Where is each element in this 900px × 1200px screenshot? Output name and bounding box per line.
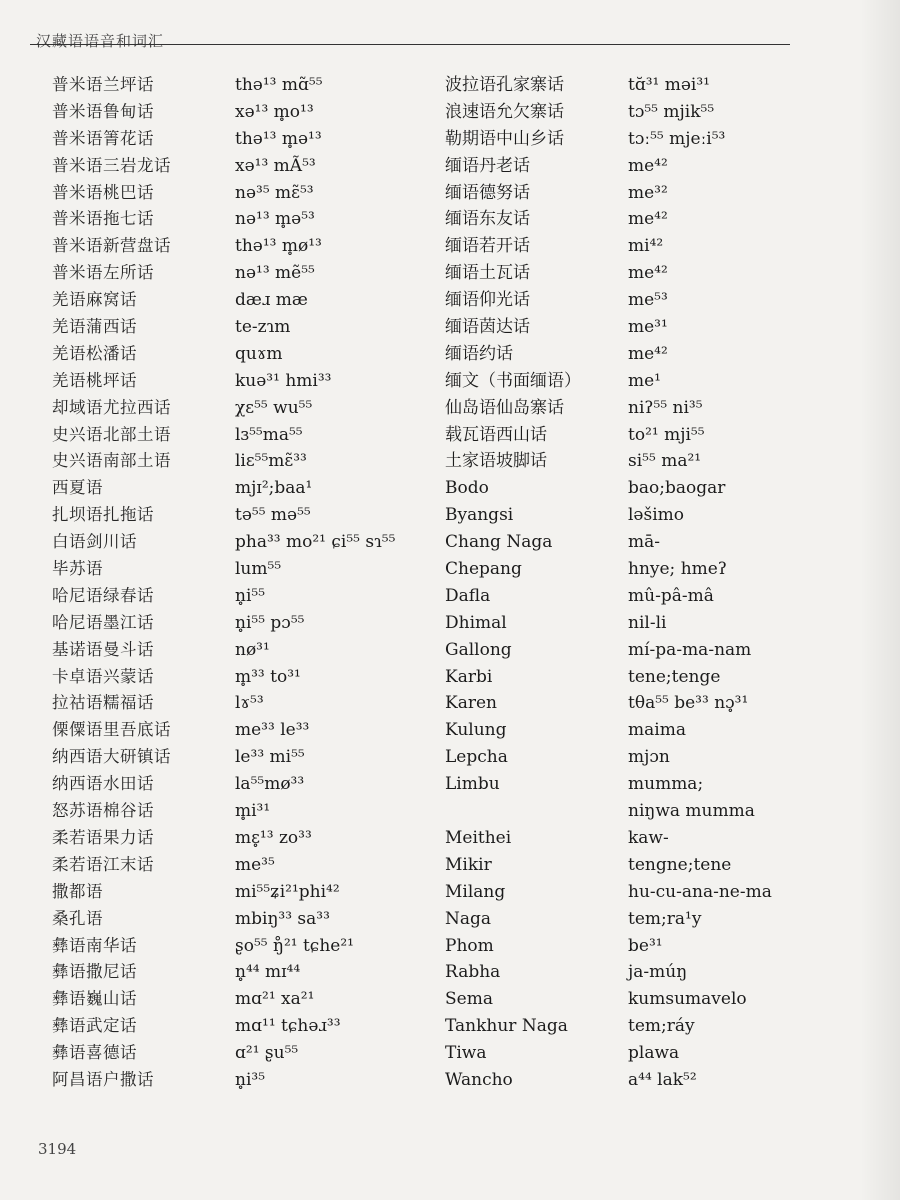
language-name: 浪速语允欠寨话 — [445, 101, 564, 122]
language-name: 缅语茵达话 — [445, 317, 530, 338]
word-form: hu-cu-ana-ne-ma — [628, 881, 772, 902]
word-form: nə³⁵ mɛ̃⁵³ — [235, 182, 314, 203]
language-name: Chepang — [445, 559, 522, 580]
language-name: 彝语喜德话 — [52, 1043, 137, 1063]
language-name: 彝语南华话 — [52, 935, 137, 955]
language-name: 羌语松潘话 — [52, 343, 137, 363]
language-name: Rabha — [445, 962, 501, 983]
language-name: 纳西语大研镇话 — [52, 747, 171, 767]
language-name: 阿昌语户撒话 — [52, 1069, 154, 1089]
word-form: bao;baogar — [628, 478, 726, 499]
language-name: 载瓦语西山话 — [445, 424, 547, 445]
language-name: Karbi — [445, 666, 493, 687]
word-form: me³² — [628, 182, 668, 203]
word-form: te-zɿm — [235, 317, 291, 338]
word-form: maima — [628, 720, 686, 741]
word-form: nø³¹ — [235, 639, 270, 660]
word-form: nə¹³ mẽ⁵⁵ — [235, 263, 315, 284]
left-language-column — [52, 72, 227, 1094]
language-name: 普米语三岩龙话 — [52, 155, 171, 175]
language-name: 羌语蒲西话 — [52, 317, 137, 337]
language-name: 缅语土瓦话 — [445, 263, 530, 284]
word-form: xə¹³ m̥o¹³ — [235, 101, 314, 122]
language-name: Sema — [445, 989, 493, 1010]
language-name: Wancho — [445, 1069, 513, 1090]
word-form: n̥i⁵⁵ pɔ⁵⁵ — [235, 612, 305, 633]
word-form: me⁴² — [628, 209, 668, 230]
word-form: le³³ mi⁵⁵ — [235, 747, 305, 768]
word-form: xə¹³ mÃ⁵³ — [235, 155, 316, 176]
word-form: pha³³ mo²¹ ɕi⁵⁵ sɿ⁵⁵ — [235, 532, 396, 553]
language-name: 史兴语北部土语 — [52, 424, 171, 444]
word-form: me³⁵ — [235, 854, 275, 875]
language-name: Bodo — [445, 478, 489, 499]
language-name: 缅语丹老话 — [445, 155, 530, 176]
word-form: m̥³³ to³¹ — [235, 666, 301, 687]
language-name: 缅语东友话 — [445, 209, 530, 230]
language-name: Mikir — [445, 854, 492, 875]
language-name: 缅语若开话 — [445, 236, 530, 257]
word-form: tə⁵⁵ mə⁵⁵ — [235, 505, 311, 526]
word-form: liɛ⁵⁵mɛ̃³³ — [235, 451, 307, 472]
word-form: χɛ⁵⁵ wu⁵⁵ — [235, 397, 313, 418]
word-form: to²¹ mji⁵⁵ — [628, 424, 705, 445]
language-name: 白语剑川话 — [52, 532, 137, 552]
language-name: 羌语麻窝话 — [52, 290, 137, 310]
word-form: mí-pa-ma-nam — [628, 639, 752, 660]
word-form: tɑ̆³¹ məi³¹ — [628, 75, 710, 95]
word-form: mi⁵⁵ʑi²¹phi⁴² — [235, 881, 340, 902]
word-form: me¹ — [628, 370, 661, 391]
language-name: 缅文（书面缅语） — [445, 370, 581, 391]
word-form: kuə³¹ hmi³³ — [235, 370, 332, 391]
language-name: Kulung — [445, 720, 507, 741]
word-form: n̥i⁵⁵ — [235, 585, 266, 606]
right-form-column — [628, 72, 828, 1094]
word-form: lɜ⁵⁵ma⁵⁵ — [235, 424, 303, 445]
page-number: 3194 — [38, 1140, 77, 1158]
language-name: 史兴语南部土语 — [52, 451, 171, 471]
language-name: Dafla — [445, 585, 491, 606]
word-form: tθa⁵⁵ be³³ nɔ̥³¹ — [628, 693, 749, 714]
word-form: thə¹³ m̥ə¹³ — [235, 128, 322, 149]
language-name: 柔若语江末话 — [52, 854, 154, 874]
word-form: tem;ráy — [628, 1016, 695, 1037]
language-name: Lepcha — [445, 747, 508, 768]
word-form: ja-múŋ — [628, 962, 688, 983]
language-name: 仙岛语仙岛寨话 — [445, 397, 564, 418]
word-form: tene;tenge — [628, 666, 721, 687]
word-form: me⁴² — [628, 343, 668, 364]
language-name: 柔若语果力话 — [52, 827, 154, 847]
word-form: me³¹ — [628, 317, 668, 338]
language-name: 普米语箐花话 — [52, 128, 154, 148]
language-name: 普米语左所话 — [52, 263, 154, 283]
page-edge-shadow — [860, 0, 900, 1200]
word-form: m̥i³¹ — [235, 801, 271, 822]
language-name: 怒苏语棉谷话 — [52, 801, 154, 821]
language-name: 撒都语 — [52, 881, 103, 901]
language-name: 缅语德努话 — [445, 182, 530, 203]
language-name: 却域语尤拉西话 — [52, 397, 171, 417]
word-form: mi⁴² — [628, 236, 664, 257]
right-language-column — [445, 72, 615, 1094]
word-form: kaw- — [628, 827, 669, 848]
word-form: ʂo⁵⁵ ŋ̊²¹ tɕhe²¹ — [235, 935, 354, 956]
language-name: 彝语撒尼话 — [52, 962, 137, 982]
word-form: n̥⁴⁴ mɪ⁴⁴ — [235, 962, 301, 983]
language-name: 基诺语曼斗话 — [52, 639, 154, 659]
language-name: Tankhur Naga — [445, 1016, 568, 1037]
language-name: 傈僳语里吾底话 — [52, 720, 171, 740]
language-name: 普米语兰坪话 — [52, 75, 154, 94]
language-name: 哈尼语绿春话 — [52, 585, 154, 605]
word-form: mjɪ²;baa¹ — [235, 478, 313, 499]
word-form: si⁵⁵ ma²¹ — [628, 451, 702, 472]
word-form: quɤm — [235, 343, 283, 364]
language-name: Naga — [445, 908, 492, 929]
language-name: 羌语桃坪话 — [52, 370, 137, 390]
language-name: 桑孔语 — [52, 908, 103, 928]
word-form: n̥i³⁵ — [235, 1069, 266, 1090]
language-name: Milang — [445, 881, 506, 902]
word-form: plawa — [628, 1043, 680, 1064]
left-form-column — [235, 72, 435, 1094]
language-name: Dhimal — [445, 612, 507, 633]
language-name: Meithei — [445, 827, 512, 848]
language-name: 土家语坡脚话 — [445, 451, 547, 472]
language-name: 卡卓语兴蒙话 — [52, 666, 154, 686]
word-form: lɤ⁵³ — [235, 693, 264, 714]
word-form: tɔː⁵⁵ mjeːi⁵³ — [628, 128, 726, 149]
language-name: Byangsi — [445, 505, 514, 526]
word-form: la⁵⁵mø³³ — [235, 774, 305, 795]
language-name — [445, 798, 615, 825]
header-rule — [30, 44, 790, 45]
word-form: ləšimo — [628, 505, 685, 526]
language-name: 波拉语孔家寨话 — [445, 75, 564, 95]
language-name: 毕苏语 — [52, 559, 103, 579]
language-name: 普米语桃巴话 — [52, 182, 154, 202]
word-form: hnye; hmeʔ — [628, 559, 727, 580]
language-name: 彝语巍山话 — [52, 989, 137, 1009]
language-name: Limbu — [445, 774, 500, 795]
language-name: 勒期语中山乡话 — [445, 128, 564, 149]
word-form: mû-pâ-mâ — [628, 585, 714, 606]
word-form: mjɔn — [628, 747, 670, 768]
word-form: be³¹ — [628, 935, 663, 956]
word-form: thə¹³ m̥ø¹³ — [235, 236, 322, 257]
word-form: mumma; — [628, 774, 704, 795]
language-name: Phom — [445, 935, 494, 956]
language-name: 普米语新营盘话 — [52, 236, 171, 256]
word-form: a⁴⁴ lak⁵² — [628, 1069, 697, 1090]
language-name: 纳西语水田话 — [52, 774, 154, 794]
word-form: me³³ le³³ — [235, 720, 310, 741]
word-form: tengne;tene — [628, 854, 732, 875]
word-form: tɔ⁵⁵ mjik⁵⁵ — [628, 101, 715, 122]
language-name: Gallong — [445, 639, 512, 660]
word-form: dæɹ mæ — [235, 290, 308, 311]
word-form: nil-li — [628, 612, 667, 633]
word-form: lum⁵⁵ — [235, 559, 282, 580]
language-name: Tiwa — [445, 1043, 487, 1064]
word-form: niʔ⁵⁵ ni³⁵ — [628, 397, 703, 418]
language-name: 缅语仰光话 — [445, 290, 530, 311]
language-name: 彝语武定话 — [52, 1016, 137, 1036]
word-form: ɑ²¹ ʂu⁵⁵ — [235, 1043, 299, 1064]
word-form: nə¹³ m̥ə⁵³ — [235, 209, 315, 230]
language-name: Karen — [445, 693, 497, 714]
word-form: kumsumavelo — [628, 989, 747, 1010]
language-name: 扎坝语扎拖话 — [52, 505, 154, 525]
word-form: mbiŋ³³ sa³³ — [235, 908, 330, 929]
word-form: me⁵³ — [628, 290, 668, 311]
word-form: mɑ¹¹ tɕhəɹ³³ — [235, 1016, 341, 1037]
word-form: mā- — [628, 532, 660, 553]
running-header: 汉藏语语音和词汇 — [36, 32, 165, 50]
language-name: 西夏语 — [52, 478, 103, 498]
language-name: 普米语拖七话 — [52, 209, 154, 229]
word-form: tem;ra¹y — [628, 908, 702, 929]
language-name: Chang Naga — [445, 532, 553, 553]
language-name: 缅语约话 — [445, 343, 513, 364]
word-form: mɑ²¹ xa²¹ — [235, 989, 315, 1010]
word-form: thə¹³ mɑ̃⁵⁵ — [235, 75, 323, 95]
word-form: mɛ̥¹³ zo³³ — [235, 827, 312, 848]
language-name: 普米语鲁甸话 — [52, 101, 154, 121]
language-name: 拉祜语糯福话 — [52, 693, 154, 713]
word-form: niŋwa mumma — [628, 801, 755, 822]
word-form: me⁴² — [628, 155, 668, 176]
language-name: 哈尼语墨江话 — [52, 612, 154, 632]
word-form: me⁴² — [628, 263, 668, 284]
